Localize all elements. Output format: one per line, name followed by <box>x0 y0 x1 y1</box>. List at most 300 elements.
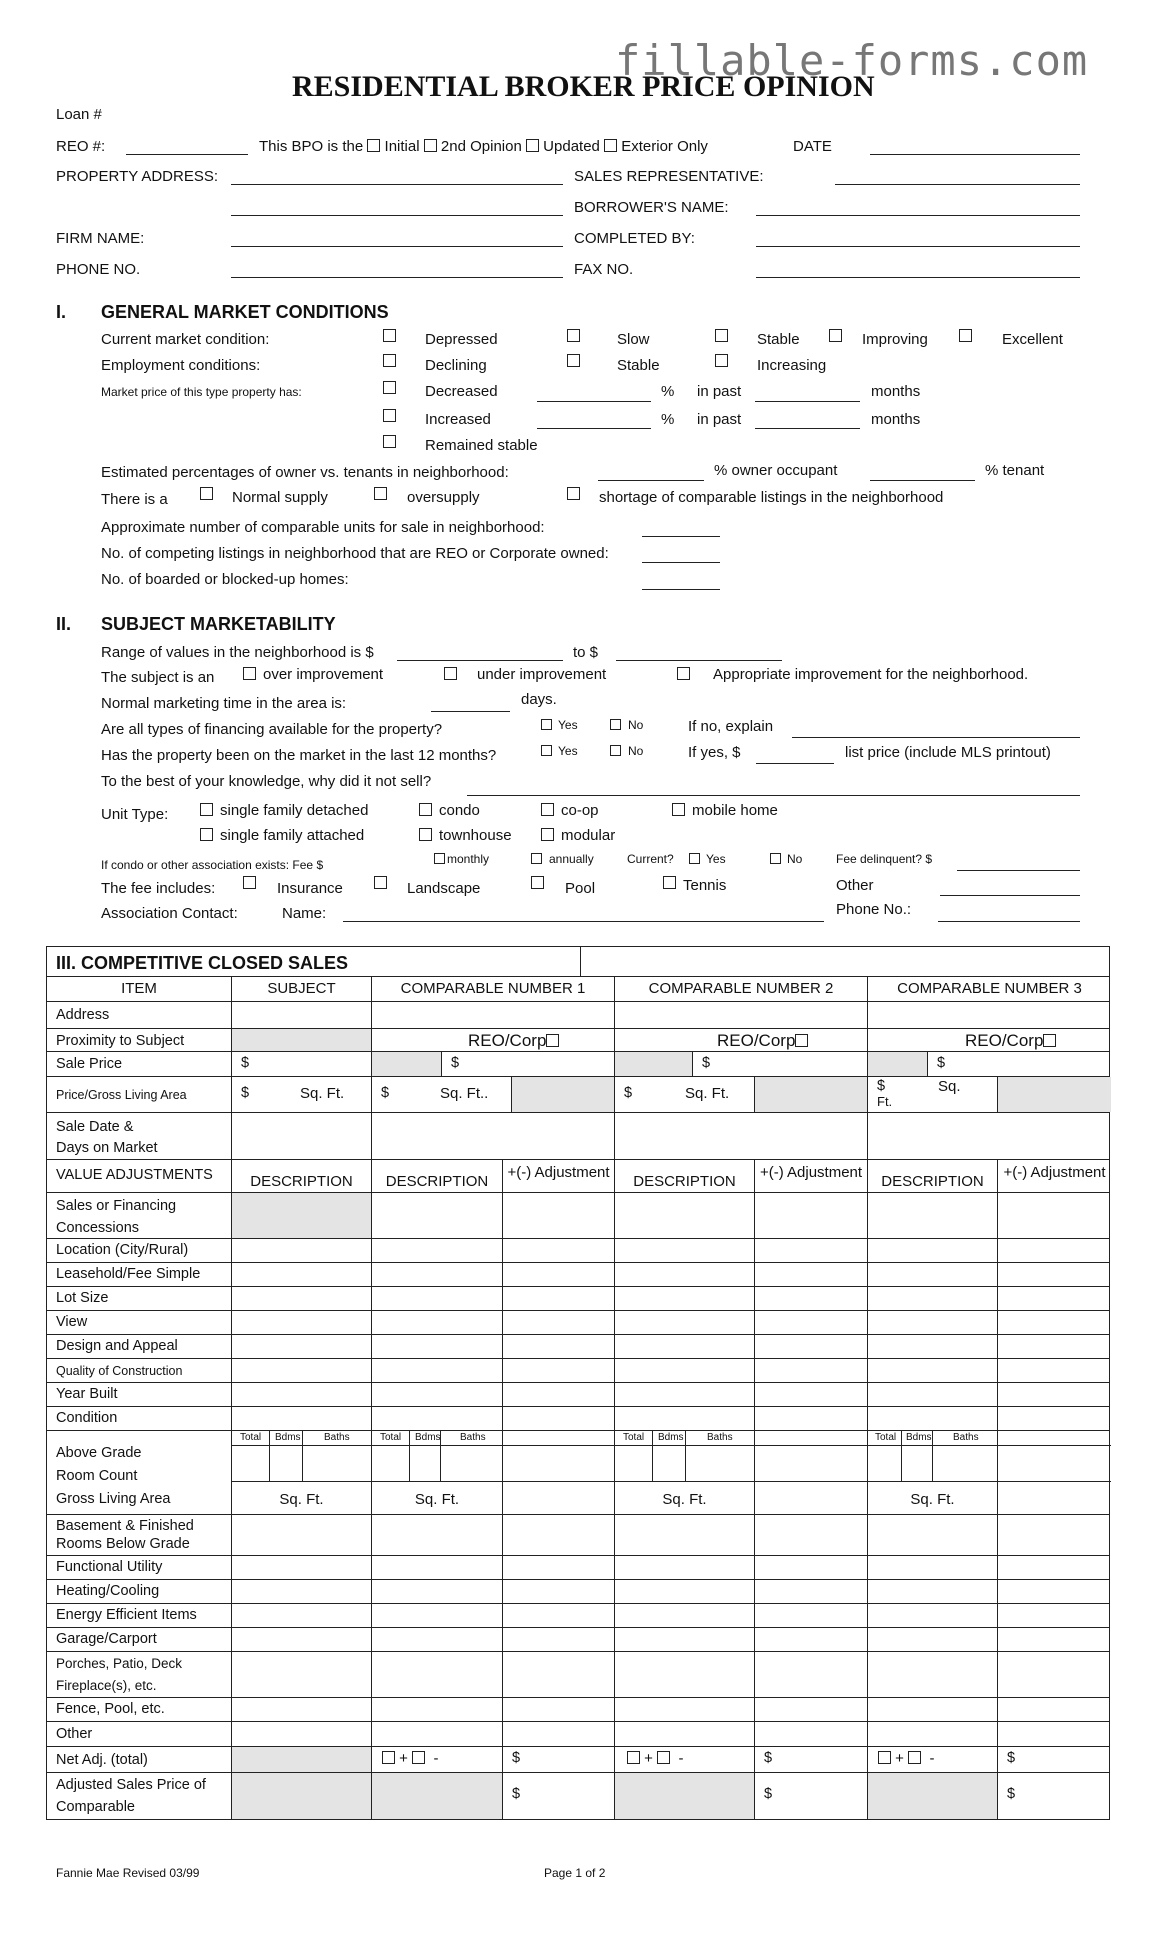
table-title-row <box>47 947 1109 977</box>
leasehold-label: Leasehold/Fee Simple <box>56 1266 201 1282</box>
comp3-desc-cell[interactable] <box>867 1335 997 1358</box>
comp2-net-adj[interactable] <box>754 1747 867 1772</box>
table-title-cell <box>47 947 581 976</box>
quality-label: Quality of Construction <box>56 1364 183 1378</box>
under-improvement-checkbox[interactable] <box>444 667 457 680</box>
row-label-cell <box>47 1239 231 1262</box>
comp2-adj-cell[interactable] <box>754 1604 867 1627</box>
comp2-adj-cell[interactable] <box>754 1698 867 1721</box>
normal-supply-checkbox[interactable] <box>200 487 213 500</box>
coop-label: co-op <box>561 802 599 819</box>
dollar-sign: $ <box>241 1085 250 1101</box>
comp3-adj-cell[interactable] <box>997 1604 1111 1627</box>
comp2-adj-cell[interactable] <box>754 1239 867 1262</box>
comp3-desc-cell[interactable] <box>867 1652 997 1697</box>
comp2-desc-cell[interactable] <box>614 1239 754 1262</box>
comp2-reo-corp-label: REO/Corp <box>717 1031 796 1050</box>
financing-no-checkbox[interactable] <box>610 719 621 730</box>
date-field[interactable] <box>870 154 1080 155</box>
in-past-label: in past <box>697 383 742 400</box>
comp1-adj-cell[interactable] <box>502 1335 614 1358</box>
assoc-name-field[interactable] <box>343 921 824 922</box>
appropriate-improvement-checkbox[interactable] <box>677 667 690 680</box>
comp3-sales-financing-adj[interactable] <box>997 1193 1111 1238</box>
dollar-sign: $ <box>764 1786 773 1802</box>
comp1-proximity-cell[interactable] <box>371 1029 614 1051</box>
comp2-adj-cell[interactable] <box>754 1311 867 1334</box>
comp2-description-head <box>614 1160 754 1192</box>
adjustment-row <box>47 1604 1109 1628</box>
comp3-desc-cell[interactable] <box>867 1407 997 1430</box>
comp3-adj-cell[interactable] <box>997 1263 1111 1286</box>
comp1-room-adj[interactable] <box>502 1431 614 1514</box>
comp1-adj-cell[interactable] <box>502 1556 614 1579</box>
if-no-explain-field[interactable] <box>792 737 1080 738</box>
monthly-checkbox[interactable] <box>434 853 445 864</box>
fee-other-label: Other <box>836 877 874 894</box>
sales-financing-label-cell <box>47 1193 231 1238</box>
comp2-adj-cell[interactable] <box>754 1628 867 1651</box>
comp2-desc-cell[interactable] <box>614 1556 754 1579</box>
comp3-adjusted-price[interactable] <box>997 1773 1111 1819</box>
over-improvement-checkbox[interactable] <box>243 667 256 680</box>
adjustment-row <box>47 1407 1109 1431</box>
comp3-desc-cell[interactable] <box>867 1628 997 1651</box>
comp2-sale-price-gray <box>614 1052 692 1076</box>
landscape-checkbox[interactable] <box>374 876 387 889</box>
comp2-desc-cell[interactable] <box>614 1604 754 1627</box>
modular-checkbox[interactable] <box>541 828 554 841</box>
comp2-desc-cell[interactable] <box>614 1580 754 1603</box>
comp1-sales-financing-desc[interactable] <box>371 1193 502 1238</box>
decreased-months-field[interactable] <box>755 401 860 402</box>
comp3-adj-cell[interactable] <box>997 1580 1111 1603</box>
value-adjustments-label-cell <box>47 1160 231 1192</box>
comp1-adj-cell[interactable] <box>502 1652 614 1697</box>
current-yes-checkbox[interactable] <box>689 853 700 864</box>
comp3-adj-cell[interactable] <box>997 1407 1111 1430</box>
comp2-price-gla-cell[interactable] <box>614 1077 754 1112</box>
comp3-desc-cell[interactable] <box>867 1515 997 1555</box>
comp1-sale-date-cell[interactable] <box>371 1113 614 1159</box>
year-built-label: Year Built <box>56 1386 118 1402</box>
comp3-net-sign[interactable] <box>867 1747 997 1772</box>
fee-delinquent-label: Fee delinquent? $ <box>836 852 933 866</box>
comp3-desc-cell[interactable] <box>867 1359 997 1382</box>
comp2-adj-cell[interactable] <box>754 1287 867 1310</box>
comp3-sale-price-cell[interactable] <box>927 1052 1111 1076</box>
stable-checkbox[interactable] <box>715 329 728 342</box>
comp1-adjusted-price[interactable] <box>502 1773 614 1819</box>
comp1-desc-cell[interactable] <box>371 1604 502 1627</box>
comp2-adj-cell[interactable] <box>754 1556 867 1579</box>
comp2-adj-cell[interactable] <box>754 1580 867 1603</box>
comp3-adj-cell[interactable] <box>997 1722 1111 1746</box>
pool-checkbox[interactable] <box>531 876 544 889</box>
comp3-adj-cell[interactable] <box>997 1287 1111 1310</box>
annually-label: annually <box>549 852 594 866</box>
comp2-net-sign[interactable] <box>614 1747 754 1772</box>
insurance-checkbox[interactable] <box>243 876 256 889</box>
depressed-label: Depressed <box>425 331 498 348</box>
comp1-adj-cell[interactable] <box>502 1580 614 1603</box>
comp3-minus-checkbox[interactable] <box>908 1751 921 1764</box>
days-on-market-label: Days on Market <box>56 1140 158 1156</box>
updated-checkbox[interactable] <box>526 139 539 152</box>
subject-room-count[interactable] <box>231 1431 371 1514</box>
comp1-price-gla-cell[interactable] <box>371 1077 511 1112</box>
assoc-phone-field[interactable] <box>938 921 1080 922</box>
comp3-adj-cell[interactable] <box>997 1515 1111 1555</box>
marketing-time-field[interactable] <box>431 711 510 712</box>
tennis-checkbox[interactable] <box>663 876 676 889</box>
net-adj-label-cell <box>47 1747 231 1772</box>
comp3-desc-cell[interactable] <box>867 1556 997 1579</box>
comp2-desc-cell[interactable] <box>614 1383 754 1406</box>
comp1-desc-cell[interactable] <box>371 1383 502 1406</box>
adjusted-price-row <box>47 1773 1109 1819</box>
comp3-adj-cell[interactable] <box>997 1698 1111 1721</box>
comp1-desc-cell[interactable] <box>371 1556 502 1579</box>
decreased-checkbox[interactable] <box>383 381 396 394</box>
comp1-desc-cell[interactable] <box>371 1263 502 1286</box>
comp1-sale-price-gray <box>371 1052 441 1076</box>
comp1-adj-cell[interactable] <box>502 1359 614 1382</box>
subject-cell[interactable] <box>231 1383 371 1406</box>
2nd-opinion-checkbox[interactable] <box>424 139 437 152</box>
comp1-reo-corp-checkbox[interactable] <box>546 1034 559 1047</box>
comp3-adj-cell[interactable] <box>997 1556 1111 1579</box>
sqft-label: Sq. Ft. <box>414 1491 460 1508</box>
comp1-adj-cell[interactable] <box>502 1383 614 1406</box>
remained-stable-checkbox[interactable] <box>383 435 396 448</box>
property-address-field-2[interactable] <box>231 215 563 216</box>
row-label-cell <box>47 1580 231 1603</box>
subject-address-cell[interactable] <box>231 1002 371 1028</box>
borrower-label: BORROWER'S NAME: <box>574 199 729 216</box>
comp1-desc-cell[interactable] <box>371 1628 502 1651</box>
comp1-minus-checkbox[interactable] <box>412 1751 425 1764</box>
comp2-desc-cell[interactable] <box>614 1311 754 1334</box>
adjustment-row <box>47 1359 1109 1383</box>
comp2-proximity-cell[interactable] <box>614 1029 867 1051</box>
subject-cell[interactable] <box>231 1556 371 1579</box>
subject-cell[interactable] <box>231 1335 371 1358</box>
employment-label: Employment conditions: <box>101 357 261 374</box>
comp1-adj-cell[interactable] <box>502 1311 614 1334</box>
comp3-adj-cell[interactable] <box>997 1359 1111 1382</box>
comp3-desc-cell[interactable] <box>867 1311 997 1334</box>
employment-stable-checkbox[interactable] <box>567 354 580 367</box>
dollar-sign: $ <box>624 1085 633 1101</box>
approx-units-field[interactable] <box>642 536 720 537</box>
oversupply-checkbox[interactable] <box>374 487 387 500</box>
comp1-net-sign[interactable] <box>371 1747 502 1772</box>
comp3-desc-cell[interactable] <box>867 1263 997 1286</box>
section-3-title: III. COMPETITIVE CLOSED SALES <box>56 953 349 973</box>
comp3-net-adj[interactable] <box>997 1747 1111 1772</box>
subject-cell[interactable] <box>231 1239 371 1262</box>
comp3-proximity-cell[interactable] <box>867 1029 1111 1051</box>
comp3-adj-cell[interactable] <box>997 1652 1111 1697</box>
list-price-field[interactable] <box>756 763 834 764</box>
subject-adjusted-price-cell <box>231 1773 371 1819</box>
comp2-sale-date-cell[interactable] <box>614 1113 867 1159</box>
comp1-net-adj[interactable] <box>502 1747 614 1772</box>
comp2-desc-cell[interactable] <box>614 1652 754 1697</box>
comp1-adjustment-head <box>502 1160 614 1192</box>
competing-listings-label: No. of competing listings in neighborhood that are REO or Corporate owned: <box>101 545 609 562</box>
comp3-address-cell[interactable] <box>867 1002 1111 1028</box>
comp1-sale-price-cell[interactable] <box>441 1052 614 1076</box>
appropriate-improvement-label: Appropriate improvement for the neighborhood. <box>713 666 1029 683</box>
comp1-adj-cell[interactable] <box>502 1287 614 1310</box>
comp3-sale-date-cell[interactable] <box>867 1113 1111 1159</box>
comp1-adj-cell[interactable] <box>502 1407 614 1430</box>
comp3-sales-financing-desc[interactable] <box>867 1193 997 1238</box>
comp2-room-adj[interactable] <box>754 1431 867 1514</box>
financing-yes-checkbox[interactable] <box>541 719 552 730</box>
borrower-field[interactable] <box>756 215 1080 216</box>
comp3-desc-cell[interactable] <box>867 1239 997 1262</box>
competing-listings-field[interactable] <box>642 562 720 563</box>
comp3-desc-cell[interactable] <box>867 1722 997 1746</box>
comp1-adj-cell[interactable] <box>502 1263 614 1286</box>
subject-sale-price-cell[interactable] <box>231 1052 371 1076</box>
increasing-checkbox[interactable] <box>715 354 728 367</box>
comp1-desc-cell[interactable] <box>371 1287 502 1310</box>
comp3-plus-checkbox[interactable] <box>878 1751 891 1764</box>
comp1-address-cell[interactable] <box>371 1002 614 1028</box>
subject-cell[interactable] <box>231 1604 371 1627</box>
increased-checkbox[interactable] <box>383 409 396 422</box>
on-market-label: Has the property been on the market in the last 12 months? <box>101 747 497 764</box>
comp1-desc-cell[interactable] <box>371 1652 502 1697</box>
comp3-reo-corp-checkbox[interactable] <box>1043 1034 1056 1047</box>
row-label-cell <box>47 1628 231 1651</box>
unit-type-label: Unit Type: <box>101 806 169 823</box>
subject-cell[interactable] <box>231 1652 371 1697</box>
comp2-desc-cell[interactable] <box>614 1263 754 1286</box>
proximity-row <box>47 1029 1109 1052</box>
comp1-desc-cell[interactable] <box>371 1698 502 1721</box>
fee-delinquent-field[interactable] <box>957 870 1080 871</box>
insurance-label: Insurance <box>277 880 343 897</box>
slow-checkbox[interactable] <box>567 329 580 342</box>
over-improvement-label: over improvement <box>263 666 384 683</box>
property-address-field[interactable] <box>231 184 563 185</box>
dollar-sign: $ <box>241 1055 250 1071</box>
tenant-pct-field[interactable] <box>870 480 975 481</box>
comp2-minus-checkbox[interactable] <box>657 1751 670 1764</box>
comp2-plus-checkbox[interactable] <box>627 1751 640 1764</box>
mobile-home-checkbox[interactable] <box>672 803 685 816</box>
comp2-adj-cell[interactable] <box>754 1407 867 1430</box>
heating-cooling-label: Heating/Cooling <box>56 1583 160 1599</box>
subject-cell[interactable] <box>231 1359 371 1382</box>
adjusted-price-label-cell <box>47 1773 231 1819</box>
annually-checkbox[interactable] <box>531 853 542 864</box>
comp2-room-count[interactable] <box>614 1431 754 1514</box>
adjustment-row <box>47 1383 1109 1407</box>
comp1-adj-cell[interactable] <box>502 1604 614 1627</box>
comp2-desc-cell[interactable] <box>614 1515 754 1555</box>
comp1-plus-checkbox[interactable] <box>382 1751 395 1764</box>
comp1-sales-financing-adj[interactable] <box>502 1193 614 1238</box>
sale-price-label: Sale Price <box>56 1056 123 1072</box>
adjustment-row <box>47 1556 1109 1580</box>
comp2-desc-cell[interactable] <box>614 1722 754 1746</box>
initial-checkbox[interactable] <box>367 139 380 152</box>
comp3-adj-cell[interactable] <box>997 1311 1111 1334</box>
declining-checkbox[interactable] <box>383 354 396 367</box>
phone-field[interactable] <box>231 277 563 278</box>
comp2-sales-financing-desc[interactable] <box>614 1193 754 1238</box>
comp2-reo-corp-checkbox[interactable] <box>795 1034 808 1047</box>
comp2-sale-price-cell[interactable] <box>692 1052 867 1076</box>
room-count-label: Room Count <box>56 1468 138 1484</box>
boarded-homes-field[interactable] <box>642 589 720 590</box>
comp1-desc-cell[interactable] <box>371 1580 502 1603</box>
dollar-sign: $ <box>937 1055 946 1071</box>
comp1-desc-cell[interactable] <box>371 1407 502 1430</box>
financing-no-label: No <box>628 718 644 732</box>
fee-other-field[interactable] <box>940 895 1080 896</box>
comp3-desc-cell[interactable] <box>867 1604 997 1627</box>
completed-by-field[interactable] <box>756 246 1080 247</box>
range-low-field[interactable] <box>397 660 563 661</box>
comp2-adj-cell[interactable] <box>754 1652 867 1697</box>
why-not-sell-field[interactable] <box>467 795 1080 796</box>
reo-field[interactable] <box>126 154 248 155</box>
comp1-adj-cell[interactable] <box>502 1698 614 1721</box>
comp1-price-gla-gray <box>511 1077 614 1112</box>
comp3-adj-cell[interactable] <box>997 1628 1111 1651</box>
on-market-no-checkbox[interactable] <box>610 745 621 756</box>
comp3-adj-cell[interactable] <box>997 1383 1111 1406</box>
sales-rep-field[interactable] <box>835 184 1080 185</box>
comp2-desc-cell[interactable] <box>614 1698 754 1721</box>
shortage-checkbox[interactable] <box>567 487 580 500</box>
owner-pct-field[interactable] <box>598 480 704 481</box>
adjustment-row <box>47 1628 1109 1652</box>
subject-cell[interactable] <box>231 1515 371 1555</box>
subject-net-adj-cell <box>231 1747 371 1772</box>
on-market-yes-checkbox[interactable] <box>541 745 552 756</box>
comp2-desc-cell[interactable] <box>614 1628 754 1651</box>
adjustment-row <box>47 1239 1109 1263</box>
sale-date-row <box>47 1113 1109 1160</box>
comp2-adj-cell[interactable] <box>754 1383 867 1406</box>
comp1-description-head <box>371 1160 502 1192</box>
comp1-room-count[interactable] <box>371 1431 502 1514</box>
comp2-adjusted-price[interactable] <box>754 1773 867 1819</box>
slow-label: Slow <box>617 331 650 348</box>
comp2-desc-cell[interactable] <box>614 1335 754 1358</box>
dollar-sign: $ <box>381 1085 390 1101</box>
comp1-desc-cell[interactable] <box>371 1335 502 1358</box>
comp2-adj-cell[interactable] <box>754 1335 867 1358</box>
comp3-room-count[interactable] <box>867 1431 997 1514</box>
comp3-desc-cell[interactable] <box>867 1287 997 1310</box>
subject-sale-date-cell[interactable] <box>231 1113 371 1159</box>
comp3-desc-cell[interactable] <box>867 1580 997 1603</box>
comp2-adj-cell[interactable] <box>754 1359 867 1382</box>
comp2-address-cell[interactable] <box>614 1002 867 1028</box>
market-price-label: Market price of this type property has: <box>101 385 302 399</box>
improving-checkbox[interactable] <box>829 329 842 342</box>
comp3-adj-cell[interactable] <box>997 1335 1111 1358</box>
comp1-adj-cell[interactable] <box>502 1515 614 1555</box>
exterior-only-checkbox[interactable] <box>604 139 617 152</box>
range-high-field[interactable] <box>616 660 782 661</box>
coop-checkbox[interactable] <box>541 803 554 816</box>
subject-cell[interactable] <box>231 1311 371 1334</box>
comp3-room-adj[interactable] <box>997 1431 1111 1514</box>
subject-cell[interactable] <box>231 1698 371 1721</box>
subject-price-gla-cell[interactable] <box>231 1077 371 1112</box>
comp1-desc-cell[interactable] <box>371 1722 502 1746</box>
comp2-adj-cell[interactable] <box>754 1515 867 1555</box>
modular-label: modular <box>561 827 616 844</box>
firm-field[interactable] <box>231 246 563 247</box>
value-adjustments-label: VALUE ADJUSTMENTS <box>56 1167 213 1183</box>
increased-pct-field[interactable] <box>537 428 651 429</box>
subject-cell[interactable] <box>231 1287 371 1310</box>
subject-cell[interactable] <box>231 1263 371 1286</box>
subject-cell[interactable] <box>231 1722 371 1746</box>
comp1-adj-cell[interactable] <box>502 1722 614 1746</box>
increased-months-field[interactable] <box>755 428 860 429</box>
comp1-desc-cell[interactable] <box>371 1359 502 1382</box>
comp3-price-gla-cell[interactable] <box>867 1077 997 1112</box>
comp2-desc-cell[interactable] <box>614 1407 754 1430</box>
comp1-desc-cell[interactable] <box>371 1239 502 1262</box>
subject-cell[interactable] <box>231 1407 371 1430</box>
depressed-checkbox[interactable] <box>383 329 396 342</box>
sfa-label: single family attached <box>220 827 365 844</box>
description-label: DESCRIPTION <box>385 1173 489 1190</box>
condo-checkbox[interactable] <box>419 803 432 816</box>
comp1-desc-cell[interactable] <box>371 1311 502 1334</box>
sfa-checkbox[interactable] <box>200 828 213 841</box>
comp1-adj-cell[interactable] <box>502 1239 614 1262</box>
excellent-checkbox[interactable] <box>959 329 972 342</box>
comp1-desc-cell[interactable] <box>371 1515 502 1555</box>
comp2-adj-cell[interactable] <box>754 1263 867 1286</box>
comp2-adj-cell[interactable] <box>754 1722 867 1746</box>
current-no-checkbox[interactable] <box>770 853 781 864</box>
fax-field[interactable] <box>756 277 1080 278</box>
comp2-desc-cell[interactable] <box>614 1359 754 1382</box>
comp3-adj-cell[interactable] <box>997 1239 1111 1262</box>
comp1-adj-cell[interactable] <box>502 1628 614 1651</box>
comp2-sales-financing-adj[interactable] <box>754 1193 867 1238</box>
townhouse-checkbox[interactable] <box>419 828 432 841</box>
subject-cell[interactable] <box>231 1580 371 1603</box>
comp3-desc-cell[interactable] <box>867 1698 997 1721</box>
comp3-description-head <box>867 1160 997 1192</box>
dollar-sign: $ <box>451 1055 460 1071</box>
sfd-checkbox[interactable] <box>200 803 213 816</box>
comp2-desc-cell[interactable] <box>614 1287 754 1310</box>
address-label: Address <box>56 1007 110 1023</box>
header-comp1 <box>371 977 614 1001</box>
decreased-pct-field[interactable] <box>537 401 651 402</box>
total-head: Total <box>623 1432 645 1443</box>
comp3-desc-cell[interactable] <box>867 1383 997 1406</box>
subject-cell[interactable] <box>231 1628 371 1651</box>
